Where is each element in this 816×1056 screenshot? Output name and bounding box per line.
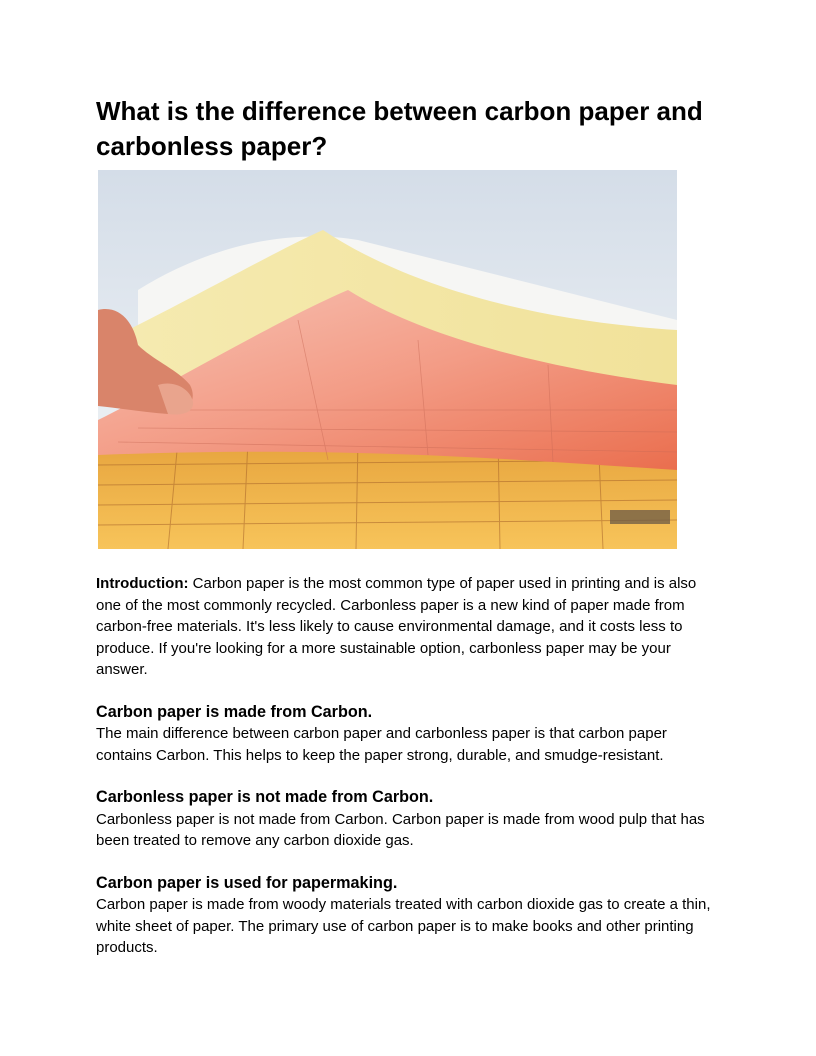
section-heading: Carbonless paper is not made from Carbon. — [96, 788, 434, 806]
carbonless-paper-photo — [98, 170, 677, 549]
introduction-label: Introduction: — [96, 575, 189, 592]
section-body: Carbon paper is made from woody materials treated with carbon dioxide gas to create a thin, white sheet of paper. The primary use of carbon paper is to make books and other printing products. — [96, 896, 711, 956]
page-title: What is the difference between carbon paper and carbonless paper? — [96, 96, 703, 161]
introduction-text: Carbon paper is the most common type of paper used in printing and is also one of the most commonly recycled. Carbonless paper is a new kind of paper made from carbon-free materials. It's less likely to cause environmental damage, and it costs less to produce. If you're looking for a more sustainable option, carbonless paper may be your answer. — [96, 575, 697, 678]
section-body: Carbonless paper is not made from Carbon. Carbon paper is made from wood pulp that has been treated to remove any carbon dioxide gas. — [96, 810, 705, 849]
document-page — [96, 94, 720, 959]
introduction-paragraph — [96, 573, 720, 681]
section-heading: Carbon paper is used for papermaking. — [96, 873, 398, 892]
section-body: The main difference between carbon paper and carbonless paper is that carbon paper contains Carbon. This helps to keep the paper strong, durable, and smudge-resistant. — [96, 725, 667, 764]
section-carbon-paper — [96, 702, 720, 767]
section-carbonless-paper — [96, 787, 720, 852]
section-papermaking — [96, 873, 720, 959]
section-heading: Carbon paper is made from Carbon. — [96, 702, 373, 721]
